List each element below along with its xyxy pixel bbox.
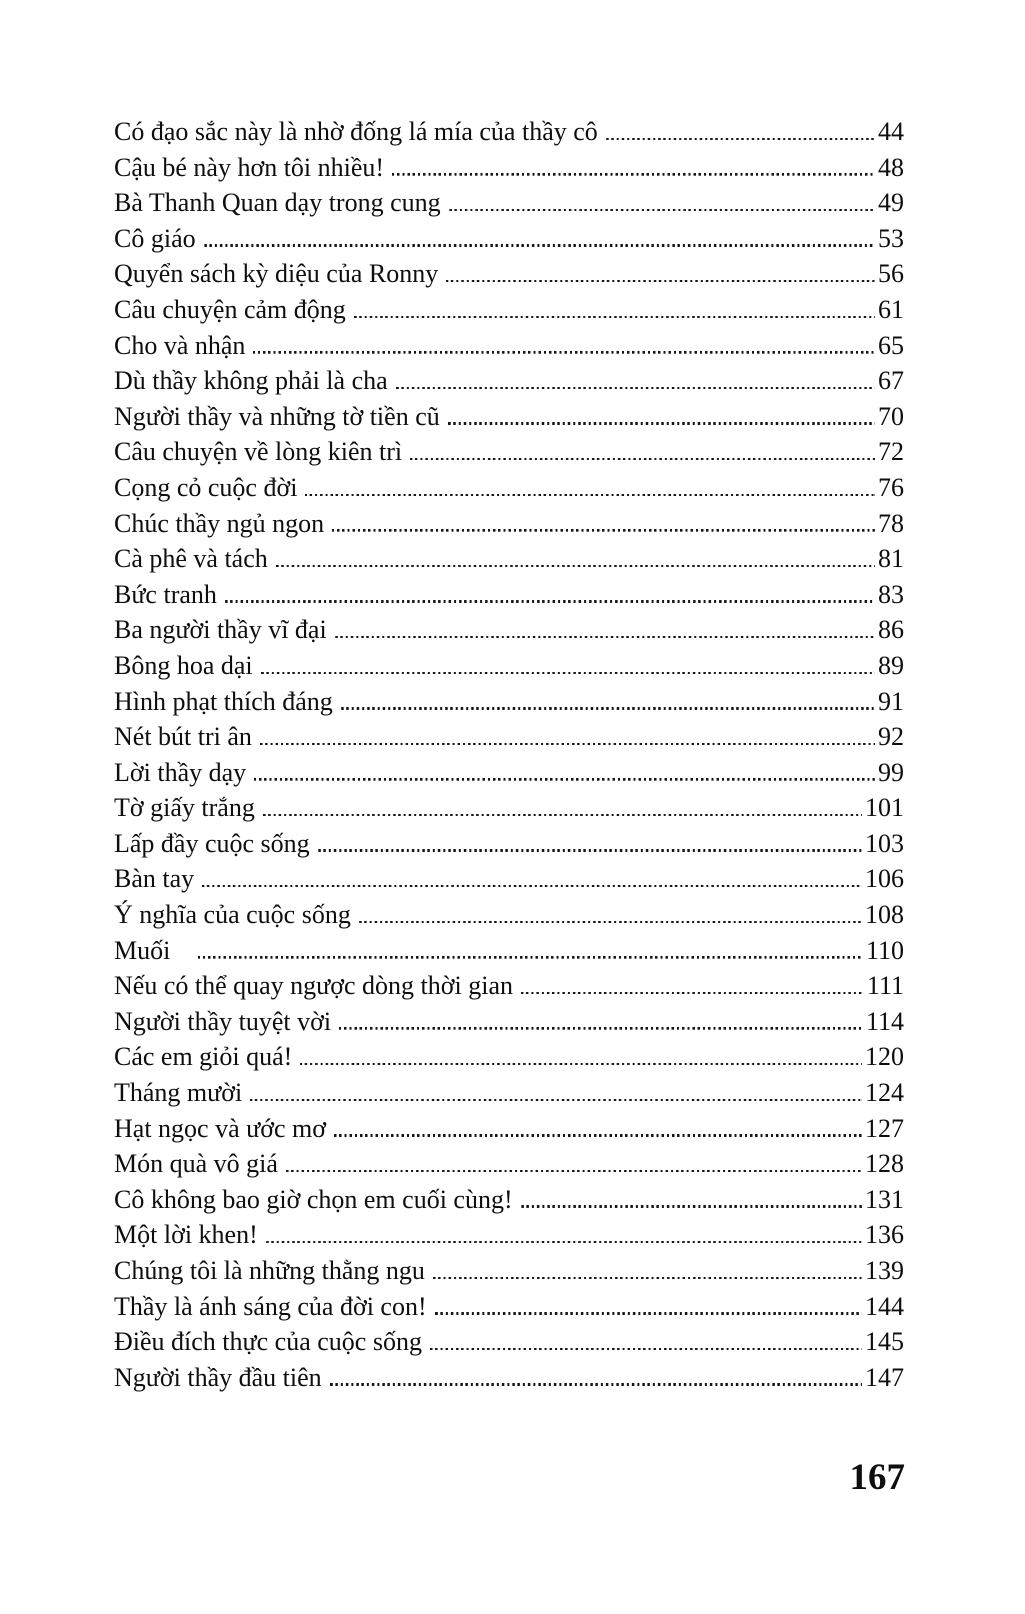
- toc-row: [114, 434, 904, 470]
- toc-dot-leader: [204, 244, 875, 246]
- toc-row: [114, 968, 904, 1004]
- toc-row: [114, 684, 904, 720]
- toc-entry-page: 131: [865, 1184, 904, 1214]
- toc-entry-title: Bông hoa dại: [114, 650, 253, 680]
- toc-row: [114, 1111, 904, 1147]
- toc-dot-leader: [198, 956, 863, 958]
- toc-dot-leader: [300, 1063, 862, 1065]
- toc-entry-page: 144: [865, 1291, 904, 1321]
- toc-row: [114, 150, 904, 186]
- table-of-contents: [114, 114, 904, 1395]
- toc-row: [114, 292, 904, 328]
- toc-entry-page: 139: [865, 1256, 904, 1285]
- toc-dot-leader: [332, 529, 875, 531]
- toc-dot-leader: [261, 672, 875, 674]
- toc-dot-leader: [446, 280, 875, 282]
- toc-entry-page: 99: [878, 757, 904, 787]
- toc-entry-title: Bà Thanh Quan dạy trong cung: [114, 188, 441, 218]
- toc-entry-page: 61: [878, 294, 904, 324]
- toc-entry-title: Các em giỏi quá!: [114, 1042, 293, 1072]
- toc-row: [114, 185, 904, 221]
- toc-entry-page: 101: [865, 793, 904, 823]
- toc-entry-title: Câu chuyện về lòng kiên trì: [114, 437, 403, 467]
- toc-entry-title: Người thầy và những tờ tiền cũ: [114, 401, 440, 431]
- toc-entry-page: 49: [878, 188, 904, 218]
- toc-dot-leader: [276, 565, 875, 567]
- toc-entry-page: 72: [878, 437, 904, 467]
- toc-row: [114, 790, 904, 826]
- toc-dot-leader: [335, 636, 875, 638]
- toc-row: [114, 897, 904, 933]
- toc-dot-leader: [392, 173, 875, 175]
- toc-row: [114, 1039, 904, 1075]
- toc-dot-leader: [433, 1277, 862, 1279]
- toc-entry-page: 145: [865, 1327, 904, 1357]
- toc-entry-page: 92: [878, 722, 904, 752]
- toc-entry-title: Điều đích thực của cuộc sống: [114, 1327, 422, 1357]
- toc-dot-leader: [334, 1134, 862, 1136]
- toc-entry-page: 70: [878, 401, 904, 431]
- toc-entry-title: Cà phê và tách: [114, 544, 268, 574]
- toc-entry-title: Bàn tay: [114, 864, 195, 894]
- toc-dot-leader: [202, 885, 862, 887]
- toc-entry-page: 127: [865, 1113, 904, 1143]
- toc-entry-title: Lời thầy dạy: [114, 757, 247, 787]
- toc-entry-page: 91: [878, 686, 904, 716]
- toc-entry-page: 48: [878, 152, 904, 182]
- toc-entry-title: Chúng tôi là những thằng ngu: [114, 1256, 425, 1285]
- toc-dot-leader: [359, 921, 862, 923]
- toc-entry-title: Bức tranh: [114, 579, 217, 609]
- toc-row: [114, 861, 904, 897]
- toc-row: [114, 541, 904, 577]
- toc-row: [114, 221, 904, 257]
- toc-row: [114, 612, 904, 648]
- toc-dot-leader: [286, 1170, 862, 1172]
- toc-entry-page: 56: [878, 259, 904, 289]
- toc-entry-title: Ý nghĩa của cuộc sống: [114, 900, 351, 930]
- toc-row: [114, 648, 904, 684]
- toc-row: [114, 1004, 904, 1040]
- toc-row: [114, 1289, 904, 1325]
- toc-dot-leader: [266, 1241, 862, 1243]
- toc-entry-page: 136: [865, 1220, 904, 1250]
- toc-entry-title: Một lời khen!: [114, 1220, 258, 1250]
- toc-entry-page: 67: [878, 366, 904, 396]
- toc-dot-leader: [318, 849, 862, 851]
- toc-dot-leader: [435, 1312, 862, 1314]
- toc-row: [114, 933, 904, 969]
- toc-row: [114, 399, 904, 435]
- footer-page-number: 167: [849, 1457, 905, 1498]
- toc-dot-leader: [341, 707, 875, 709]
- toc-dot-leader: [449, 209, 875, 211]
- toc-dot-leader: [339, 1027, 863, 1029]
- toc-row: [114, 755, 904, 791]
- toc-dot-leader: [254, 778, 875, 780]
- toc-entry-title: Hạt ngọc và ước mơ: [114, 1113, 326, 1143]
- toc-entry-title: Hình phạt thích đáng: [114, 686, 333, 716]
- toc-row: [114, 328, 904, 364]
- toc-entry-title: Tháng mười: [114, 1078, 243, 1108]
- toc-row: [114, 577, 904, 613]
- toc-row: [114, 506, 904, 542]
- toc-dot-leader: [396, 387, 875, 389]
- toc-entry-title: Ba người thầy vĩ đại: [114, 615, 327, 645]
- toc-entry-page: 124: [865, 1078, 904, 1108]
- toc-dot-leader: [521, 992, 864, 994]
- toc-row: [114, 363, 904, 399]
- toc-dot-leader: [225, 600, 875, 602]
- toc-dot-leader: [263, 814, 862, 816]
- toc-dot-leader: [330, 1383, 862, 1385]
- toc-entry-title: Dù thầy không phải là cha: [114, 366, 388, 396]
- toc-entry-title: Có đạo sắc này là nhờ đống lá mía của thầy cô: [114, 117, 598, 146]
- toc-entry-page: 147: [865, 1362, 904, 1392]
- toc-entry-title: Câu chuyện cảm động: [114, 294, 346, 324]
- toc-dot-leader: [260, 743, 875, 745]
- toc-dot-leader: [305, 494, 875, 496]
- toc-entry-title: Nét bút tri ân: [114, 722, 252, 752]
- toc-entry-page: 108: [865, 900, 904, 930]
- toc-entry-page: 110: [865, 935, 904, 965]
- toc-entry-page: 76: [878, 472, 904, 502]
- toc-entry-title: Cậu bé này hơn tôi nhiều!: [114, 152, 385, 182]
- toc-entry-page: 103: [865, 828, 904, 858]
- toc-entry-title: Tờ giấy trắng: [114, 793, 255, 823]
- toc-dot-leader: [250, 1099, 862, 1101]
- toc-entry-page: 120: [865, 1042, 904, 1072]
- toc-dot-leader: [521, 1205, 862, 1207]
- toc-entry-page: 44: [878, 117, 904, 146]
- toc-row: [114, 1182, 904, 1218]
- toc-dot-leader: [253, 351, 875, 353]
- toc-row: [114, 719, 904, 755]
- toc-entry-page: 83: [878, 579, 904, 609]
- toc-entry-title: Cô không bao giờ chọn em cuối cùng!: [114, 1184, 513, 1214]
- toc-dot-leader: [606, 138, 875, 140]
- toc-row: [114, 826, 904, 862]
- toc-row: [114, 1217, 904, 1253]
- toc-entry-title: Muối: [114, 935, 171, 965]
- toc-entry-page: 106: [865, 864, 904, 894]
- toc-entry-page: 111: [866, 971, 904, 1001]
- toc-entry-title: Chúc thầy ngủ ngon: [114, 508, 325, 538]
- toc-entry-page: 114: [865, 1006, 904, 1036]
- toc-row: [114, 1075, 904, 1111]
- toc-dot-leader: [430, 1348, 862, 1350]
- toc-entry-title: Thầy là ánh sáng của đời con!: [114, 1291, 427, 1321]
- toc-row: [114, 256, 904, 292]
- toc-entry-title: Quyển sách kỳ diệu của Ronny: [114, 259, 439, 289]
- toc-row: [114, 1146, 904, 1182]
- toc-dot-leader: [448, 422, 875, 424]
- toc-entry-page: 86: [878, 615, 904, 645]
- toc-entry-page: 128: [865, 1149, 904, 1179]
- toc-entry-title: Cọng cỏ cuộc đời: [114, 472, 298, 502]
- toc-row: [114, 1253, 904, 1289]
- toc-entry-page: 53: [878, 223, 904, 253]
- toc-dot-leader: [354, 316, 875, 318]
- toc-entry-page: 81: [878, 544, 904, 574]
- toc-dot-leader: [410, 458, 875, 460]
- toc-entry-title: Món quà vô giá: [114, 1149, 278, 1179]
- toc-entry-page: 78: [878, 508, 904, 538]
- toc-entry-title: Lấp đầy cuộc sống: [114, 828, 310, 858]
- toc-entry-title: Cho và nhận: [114, 330, 246, 360]
- toc-entry-page: 89: [878, 650, 904, 680]
- toc-row: [114, 470, 904, 506]
- toc-entry-title: Cô giáo: [114, 223, 196, 253]
- toc-row: [114, 1324, 904, 1360]
- toc-entry-title: Người thầy đầu tiên: [114, 1362, 322, 1392]
- toc-row: [114, 1360, 904, 1396]
- toc-entry-title: Người thầy tuyệt vời: [114, 1006, 332, 1036]
- toc-row: [114, 114, 904, 150]
- toc-entry-page: 65: [878, 330, 904, 360]
- toc-entry-title: Nếu có thể quay ngược dòng thời gian: [114, 971, 514, 1001]
